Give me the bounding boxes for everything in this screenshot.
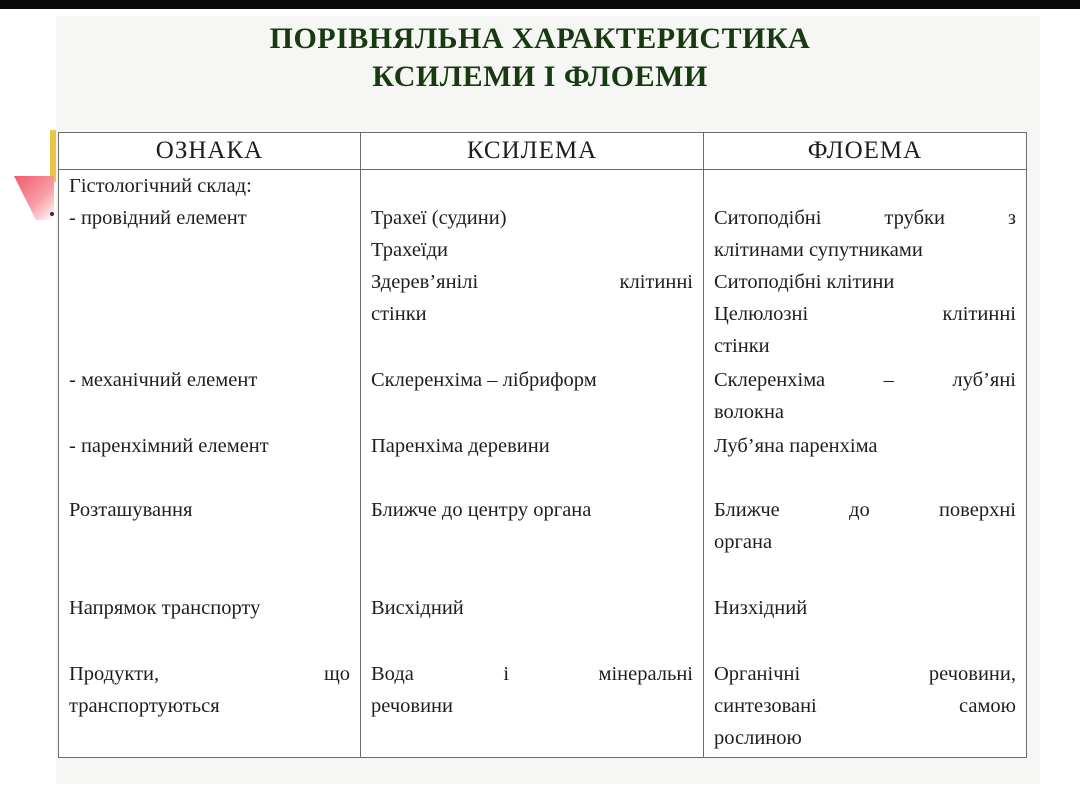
cell-xylem [361, 364, 704, 430]
cell-sign [59, 592, 361, 658]
cell-line: волокна [714, 400, 785, 423]
cell-xylem [361, 494, 704, 592]
slide-title [0, 20, 1080, 96]
cell-line: Продукти, що [69, 662, 350, 685]
cell-xylem [361, 592, 704, 658]
cell-line: рослиною [714, 726, 802, 749]
cell-line: Висхідний [371, 596, 464, 619]
cell-line: Гістологічний склад: [69, 175, 252, 197]
cell-line: Склеренхіма – лібриформ [371, 368, 597, 391]
cell-sign [59, 364, 361, 430]
cell-phloem [704, 430, 1027, 494]
table-row [59, 494, 1027, 592]
cell-phloem [704, 592, 1027, 658]
cell-line: Розташування [69, 498, 193, 521]
cell-phloem [704, 658, 1027, 758]
red-accent-shape [14, 176, 54, 220]
cell-sign [59, 658, 361, 758]
cell-line: - механічний елемент [69, 368, 258, 391]
cell-line: Вода і мінеральні [371, 662, 693, 685]
cell-phloem [704, 494, 1027, 592]
cell-line: клітинами супутниками [714, 239, 923, 261]
bullet-dot [50, 212, 54, 216]
cell-xylem [361, 430, 704, 494]
cell-line: стінки [714, 335, 770, 357]
cell-phloem [704, 364, 1027, 430]
cell-line: Целюлозні клітинні [714, 303, 1016, 325]
cell-line: стінки [371, 303, 427, 325]
cell-line: Паренхіма деревини [371, 434, 550, 457]
table-row [59, 430, 1027, 494]
table-row [59, 364, 1027, 430]
header-sign: ОЗНАКА [59, 133, 361, 170]
cell-sign [59, 494, 361, 592]
cell-line: Напрямок транспорту [69, 596, 261, 619]
cell-xylem [361, 658, 704, 758]
cell-line: Органічні речовини, [714, 662, 1016, 685]
cell-line: транспортуються [69, 694, 220, 717]
cell-line: речовини [371, 694, 453, 717]
cell-line: органа [714, 530, 773, 553]
cell-line: Здерев’янілі клітинні [371, 271, 693, 293]
cell-line: Луб’яна паренхіма [714, 434, 878, 457]
top-bar [0, 0, 1080, 9]
table-header-row [59, 133, 1027, 170]
header-xylem: КСИЛЕМА [361, 133, 704, 170]
cell-line: Ситоподібні трубки з [714, 207, 1016, 229]
cell-line: Ситоподібні клітини [714, 271, 895, 293]
cell-sign [59, 170, 361, 364]
cell-line: - провідний елемент [69, 207, 247, 229]
cell-line: Низхідний [714, 596, 808, 619]
title-line-2: КСИЛЕМИ І ФЛОЕМИ [372, 60, 708, 93]
table-row [59, 658, 1027, 758]
cell-line: - паренхімний елемент [69, 434, 269, 457]
cell-line: Ближче до центру органа [371, 498, 592, 521]
cell-line: Трахеїди [371, 239, 449, 261]
header-phloem: ФЛОЕМА [704, 133, 1027, 170]
comparison-table [58, 132, 1027, 758]
table-row [59, 592, 1027, 658]
cell-sign [59, 430, 361, 494]
cell-line: синтезовані самою [714, 694, 1016, 717]
yellow-accent-bar [50, 130, 56, 182]
cell-xylem [361, 170, 704, 364]
cell-line: Склеренхіма – луб’яні [714, 368, 1016, 391]
title-line-1: ПОРІВНЯЛЬНА ХАРАКТЕРИСТИКА [269, 22, 811, 55]
cell-line: Ближче до поверхні [714, 498, 1016, 521]
table-row [59, 170, 1027, 364]
cell-line: Трахеї (судини) [371, 207, 507, 229]
cell-phloem [704, 170, 1027, 364]
